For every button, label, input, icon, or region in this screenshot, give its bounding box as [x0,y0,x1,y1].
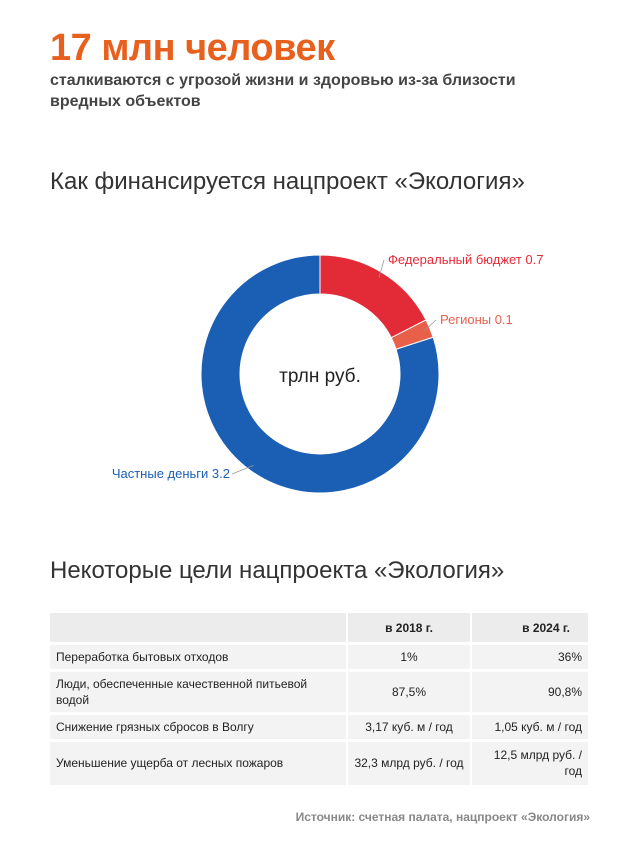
slice-label: Регионы 0.1 [440,312,513,327]
slice-label: Частные деньги 3.2 [111,466,230,481]
table-header-row [50,613,588,644]
goals-title: Некоторые цели нацпроекта «Экология» [50,557,505,584]
donut-chart [0,220,640,520]
source-note: Источник: счетная палата, нацпроект «Экология» [295,810,590,824]
row-label: Переработка бытовых отходов [50,644,347,671]
center-label: трлн руб. [279,366,361,387]
subhead: сталкиваются с угрозой жизни и здоровью из-за близости вредных объектов [50,72,516,110]
row-value-2018: 87,5% [347,671,471,714]
row-label: Снижение грязных сбросов в Волгу [50,714,347,741]
table-row [50,671,588,714]
row-value-2024: 36% [471,644,588,671]
row-label: Уменьшение ущерба от лесных пожаров [50,741,347,785]
header-2018: в 2018 г. [347,613,471,644]
row-value-2018: 3,17 куб. м / год [347,714,471,741]
row-value-2024: 90,8% [471,671,588,714]
row-value-2018: 1% [347,644,471,671]
header-2024: в 2024 г. [471,613,588,644]
table-row [50,741,588,785]
table-row [50,714,588,741]
slice-label: Федеральный бюджет 0.7 [388,252,544,267]
financing-title: Как финансируется нацпроект «Экология» [50,168,525,195]
goals-table [50,613,588,785]
donut-slice [320,255,426,338]
row-value-2024: 12,5 млрд руб. / год [471,741,588,785]
row-label: Люди, обеспеченные качественной питьевой водой [50,671,347,714]
headline: 17 млн человек [50,27,335,69]
row-value-2018: 32,3 млрд руб. / год [347,741,471,785]
row-value-2024: 1,05 куб. м / год [471,714,588,741]
header-label [50,613,347,644]
table-row [50,644,588,671]
